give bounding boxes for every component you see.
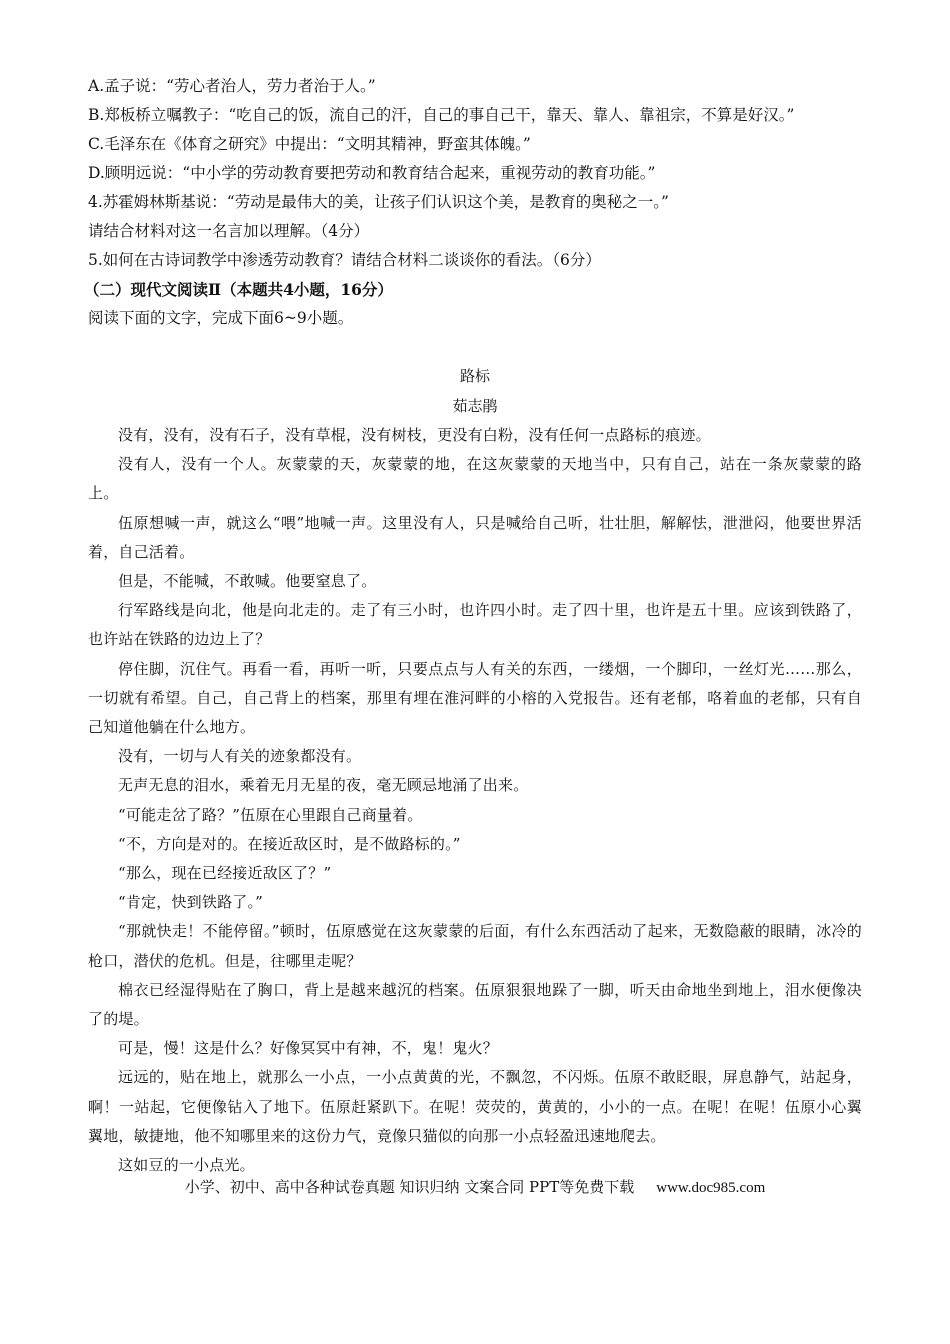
story-paragraph: “那么，现在已经接近敌区了？” bbox=[118, 864, 332, 883]
section-heading: （二）现代文阅读Ⅱ（本题共4小题，16分） bbox=[84, 280, 393, 299]
question-block bbox=[84, 72, 868, 333]
story-title: 路标 bbox=[459, 367, 490, 385]
option-b: B.郑板桥立嘱教子：“吃自己的饭，流自己的汗，自己的事自己干，靠天、靠人、靠祖宗，不算是好汉。” bbox=[88, 106, 795, 124]
option-c: C.毛泽东在《体育之研究》中提出：“文明其精神，野蛮其体魄。” bbox=[88, 135, 531, 153]
question-4-prompt: 请结合材料对这一名言加以理解。（4分） bbox=[88, 222, 370, 240]
story-paragraph: “可能走岔了路？”伍原在心里跟自己商量着。 bbox=[118, 805, 423, 824]
story-paragraph: 行军路线是向北，他是向北走的。走了有三小时，也许四小时。走了四十里，也许是五十里。应该到铁路了，也许站在铁路的边边上了？ bbox=[88, 601, 862, 649]
story-paragraph: “那就快走！不能停留。”顿时，伍原感觉在这灰蒙蒙的后面，有什么东西活动了起来，无数隐蔽的眼睛，冰冷的枪口，潜伏的危机。但是，往哪里走呢？ bbox=[88, 922, 862, 970]
page-footer bbox=[0, 1175, 950, 1200]
story-paragraph: 可是，慢！这是什么？好像冥冥中有神，不，鬼！鬼火？ bbox=[118, 1039, 499, 1058]
footer-site-link[interactable]: www.doc985.com bbox=[656, 1180, 766, 1196]
story-paragraph: 远远的，贴在地上，就那么一小点，一小点黄黄的光，不飘忽，不闪烁。伍原不敢眨眼，屏息静气，站起身，啊！一站起，它便像钻入了地下。伍原赶紧趴下。在呢！荧荧的，黄黄的，小小的一点。在呢！在呢！伍原小心翼翼地，敏捷地，他不知哪里来的这份力气，竟像只猫似的向那一小点轻盈迅速地爬去。 bbox=[88, 1068, 862, 1145]
story-paragraph: 棉衣已经湿得贴在了胸口，背上是越来越沉的档案。伍原狠狠地跺了一脚，听天由命地坐到地上，泪水便像决了的堤。 bbox=[88, 980, 862, 1029]
story-paragraph: 没有人，没有一个人。灰蒙蒙的天，灰蒙蒙的地，在这灰蒙蒙的天地当中，只有自己，站在一条灰蒙蒙的路上。 bbox=[88, 455, 862, 503]
story-author: 茹志鹃 bbox=[452, 396, 498, 415]
option-d: D.顾明远说：“中小学的劳动教育要把劳动和教育结合起来，重视劳动的教育功能。” bbox=[88, 164, 656, 182]
story-paragraph: 伍原想喊一声，就这么“喂”地喊一声。这里没有人，只是喊给自己听，壮壮胆，解解怯，泄泄闷，他要世界活着，自己活着。 bbox=[88, 513, 862, 561]
story-paragraph: 但是，不能喊，不敢喊。他要窒息了。 bbox=[118, 572, 377, 591]
question-4-text: 4.苏霍姆林斯基说：“劳动是最伟大的美，让孩子们认识这个美，是教育的奥秘之一。” bbox=[88, 193, 669, 211]
story-paragraph: 没有，没有，没有石子，没有草棍，没有树枝，更没有白粉，没有任何一点路标的痕迹。 bbox=[118, 426, 711, 444]
story-paragraph: “不，方向是对的。在接近敌区时，是不做路标的。” bbox=[118, 834, 461, 853]
story-paragraph: 这如豆的一小点光。 bbox=[118, 1156, 255, 1175]
story-paragraph: 没有，一切与人有关的迹象都没有。 bbox=[118, 747, 362, 766]
story-paragraph: “肯定，快到铁路了。” bbox=[118, 893, 264, 912]
section-instruction: 阅读下面的文字，完成下面6~9小题。 bbox=[88, 309, 354, 327]
story-paragraph: 无声无息的泪水，乘着无月无星的夜，毫无顾忌地涌了出来。 bbox=[118, 776, 529, 795]
footer-text: 小学、初中、高中各种试卷真题 知识归纳 文案合同 PPT等免费下载 bbox=[184, 1178, 635, 1196]
story bbox=[88, 362, 862, 1180]
question-5-text: 5.如何在古诗词教学中渗透劳动教育？请结合材料二谈谈你的看法。（6分） bbox=[88, 251, 601, 269]
story-paragraph: 停住脚，沉住气。再看一看，再听一听，只要点点与人有关的东西，一缕烟，一个脚印，一丝灯光……那么，一切就有希望。自己，自己背上的档案，那里有埋在淮河畔的小榕的入党报告。还有老郁，咯着血的老郁，只有自己知道他躺在什么地方。 bbox=[88, 659, 862, 737]
option-a: A.孟子说：“劳心者治人，劳力者治于人。” bbox=[88, 77, 376, 95]
